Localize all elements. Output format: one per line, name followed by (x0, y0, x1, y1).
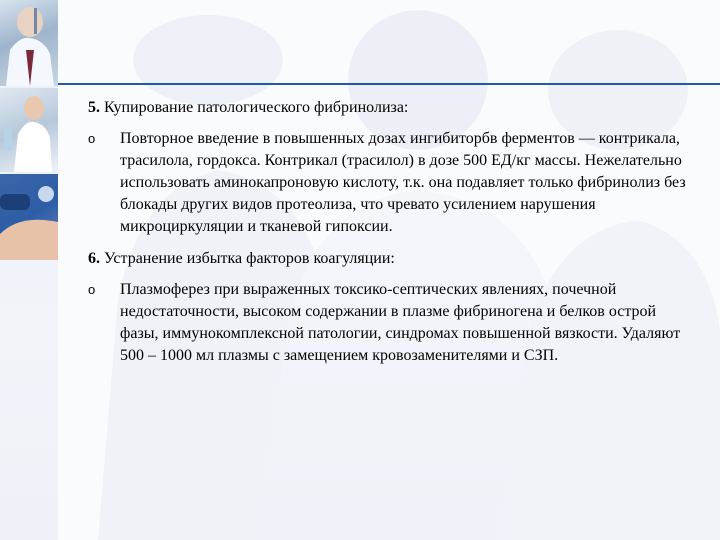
bullet-item (88, 128, 693, 238)
header-rule (58, 83, 720, 85)
bullet-item (88, 279, 693, 367)
bullet-text: Плазмоферез при выраженных токсико-септических явлениях, почечной недостаточности, высоком содержании в плазме фибриногена и белков острой фазы, иммунокомплексной патологии, синдромах повышенной вязкости. Удаляют 500 – 1000 мл плазмы с замещением кровозаменителями и СЗП. (120, 281, 681, 364)
left-sidebar (0, 0, 58, 540)
section-number: 5. (88, 99, 100, 116)
photo-doctor-lab (0, 88, 58, 172)
bullet-marker: o (88, 131, 96, 146)
section-heading-5 (88, 97, 693, 119)
bullet-marker: o (88, 282, 96, 297)
photo-blood-pressure (0, 174, 58, 260)
section-title: Устранение избытка факторов коагуляции: (104, 250, 395, 267)
section-heading-6 (88, 248, 693, 270)
bullet-text: Повторное введение в повышенных дозах ингибиторбв ферментов — контрикала, трасилола, гордокса. Контрикал (трасилол) в дозе 500 ЕД/кг массы. Нежелательно использовать аминокапроновую кислоту, т.к. она подавляет только фибринолиз без блокады других видов протеолиза, что чревато усилением нарушения микроциркуляции и тканевой гипоксии. (120, 130, 686, 235)
slide-content (88, 97, 693, 377)
section-number: 6. (88, 250, 100, 267)
section-title: Купирование патологического фибринолиза: (104, 99, 409, 116)
photo-doctor-syringe (0, 0, 58, 86)
